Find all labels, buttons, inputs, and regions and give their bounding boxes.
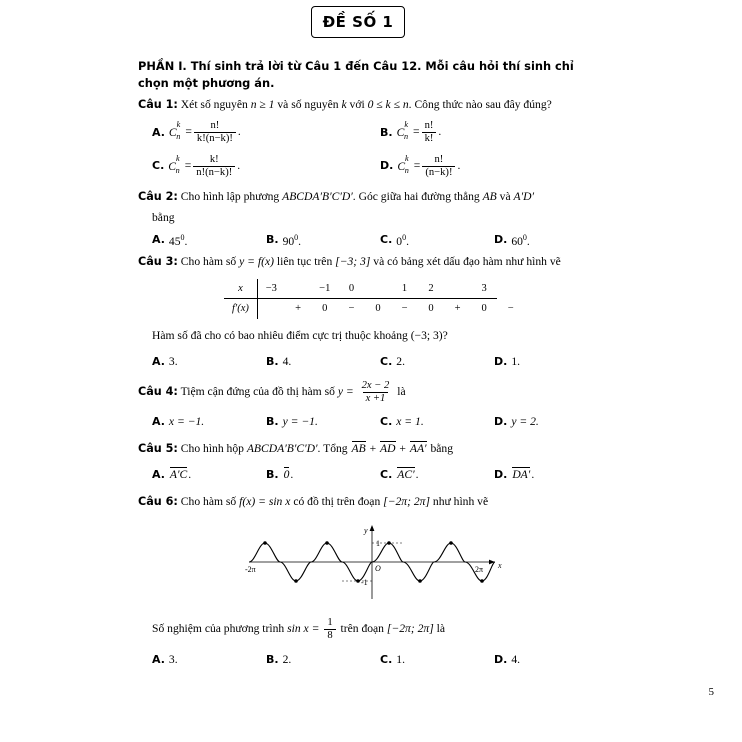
question-2-line-1: AB [482, 189, 497, 203]
question-6-label: Câu 6: [138, 494, 178, 508]
sign-cell: + [454, 303, 461, 315]
sign-cell: + [295, 303, 301, 315]
y-axis-label: y [364, 525, 368, 535]
question-2-option-b[interactable] [266, 232, 380, 251]
question-5-stem-a: Cho hình hộp [180, 441, 244, 455]
angle-value: 0 [396, 234, 403, 248]
tick-label-minus-1: -1 [361, 577, 368, 587]
option-letter: B. [380, 125, 393, 139]
question-6-interval: [−2π; 2π] [383, 494, 430, 508]
curve-point [480, 579, 484, 583]
combination-sub: n [175, 165, 180, 175]
question-6-option-b[interactable] [266, 652, 380, 669]
vector-a-prime-c: A′C [169, 467, 188, 481]
question-3-stem-b: liên tục trên [276, 255, 333, 269]
question-1-option-b[interactable] [380, 120, 608, 145]
question-3-option-d[interactable] [494, 354, 608, 371]
option-text: 2. [282, 653, 292, 667]
vector-ab: AB [351, 441, 366, 455]
question-6-func: f(x) = sin x [239, 494, 291, 508]
question-6-sub-a: Số nghiệm của phương trình [152, 621, 285, 635]
fraction-numerator: 1 [327, 616, 333, 628]
fraction-denominator: n!(n−k)! [193, 166, 235, 179]
combination-sup: k [404, 120, 408, 130]
period: . [184, 234, 188, 248]
question-1-stem-f: 0 ≤ k ≤ n [367, 98, 409, 112]
degree-sup: 0 [522, 232, 527, 242]
degree-sup: 0 [180, 232, 185, 242]
option-letter: B. [266, 232, 279, 246]
question-1-options-row-1 [152, 120, 608, 145]
period: . [415, 467, 419, 481]
exam-number-label: ĐỀ SỐ 1 [322, 13, 394, 31]
combination-base: C [397, 159, 406, 173]
question-5-option-d[interactable] [494, 467, 608, 484]
question-6-option-d[interactable] [494, 652, 608, 669]
option-letter: C. [380, 354, 393, 368]
angle-value: 90 [282, 234, 295, 248]
period: . [298, 234, 302, 248]
exam-number-badge [311, 6, 405, 38]
option-letter: A. [152, 467, 165, 481]
angle-value: 45 [168, 234, 181, 248]
tick-label-2pi: 2π [475, 564, 484, 574]
sign-table-derivative-label: f′(x) [232, 303, 249, 315]
sign-cell: − [348, 303, 355, 315]
question-3-stem-a: Cho hàm số [180, 255, 237, 269]
question-6-sub-interval: [−2π; 2π] [386, 621, 434, 635]
question-1-stem-a: Xét số nguyên [180, 98, 248, 112]
sign-table [224, 279, 524, 318]
sign-table-x-value: 2 [418, 279, 445, 299]
period: . [457, 158, 461, 172]
question-4-func-y: y = [337, 385, 354, 399]
question-3-option-c[interactable] [380, 354, 494, 371]
question-2-options [152, 232, 608, 251]
y-axis-arrow [370, 525, 375, 531]
question-2-cube: ABCDA′B′C′D′ [282, 189, 353, 203]
sign-table-x-value: 3 [471, 279, 498, 299]
option-letter: C. [380, 653, 393, 667]
question-4-options [152, 414, 608, 431]
question-2-option-d[interactable] [494, 232, 608, 251]
period: . [237, 158, 241, 172]
option-text [283, 232, 302, 251]
vector-ad: AD [380, 441, 396, 455]
x-axis-label: x [498, 560, 502, 570]
part-title: PHẦN I. Thí sinh trả lời từ Câu 1 đến Câu 12. Mỗi câu hỏi thí sinh chỉ chọn một phương án. [138, 59, 574, 91]
period: . [526, 234, 530, 248]
vector-aa-prime: AA′ [409, 441, 427, 455]
sign-cell: − [507, 303, 514, 315]
period: . [438, 125, 442, 139]
question-3-func: y = f(x) [239, 255, 274, 269]
question-3 [138, 253, 608, 271]
option-letter: A. [152, 232, 165, 246]
sign-table-x-spacer [365, 279, 392, 299]
sign-cell: 0 [481, 303, 487, 315]
vector-zero: 0 [283, 467, 290, 481]
option-letter: B. [266, 415, 279, 429]
question-4-stem-b: là [397, 385, 406, 399]
question-2-label: Câu 2: [138, 189, 178, 203]
option-text: 1. [396, 653, 405, 667]
question-1-stem-e: với [349, 98, 365, 112]
option-letter: C. [152, 159, 165, 173]
question-3-stem-c: và có bảng xét dấu đạo hàm như hình vẽ [373, 255, 561, 269]
question-5-box: ABCDA′B′C′D′ [246, 441, 318, 455]
option-letter: D. [494, 232, 508, 246]
fraction-numerator: k! [209, 153, 219, 165]
question-6-option-c[interactable] [380, 652, 494, 669]
vector-da-prime: DA′ [512, 467, 531, 481]
question-4-option-a[interactable] [152, 414, 266, 431]
degree-sup: 0 [402, 232, 407, 242]
plus-sign: + [369, 441, 377, 455]
period: . [531, 467, 535, 481]
angle-value: 60 [511, 234, 523, 248]
question-4-label: Câu 4: [138, 385, 178, 399]
option-letter: B. [266, 467, 279, 481]
fraction [359, 380, 393, 405]
question-6-stem-c: như hình vẽ [432, 494, 489, 508]
option-text: x = 1. [396, 415, 424, 429]
option-letter: D. [494, 653, 508, 667]
question-5-option-b[interactable] [266, 467, 380, 484]
sign-table-row-x [224, 279, 524, 299]
option-text [396, 232, 409, 251]
question-6-options [152, 652, 608, 669]
option-text [511, 232, 530, 251]
question-5-stem-c: bằng [430, 441, 454, 455]
fraction [422, 120, 437, 145]
curve-point [263, 541, 267, 545]
question-6-stem-b: có đồ thị trên đoạn [293, 494, 381, 508]
question-4-option-c[interactable] [380, 414, 494, 431]
option-letter: D. [494, 415, 508, 429]
combination-sup: k [176, 120, 181, 130]
combination-base: C [168, 126, 177, 140]
curve-point [294, 579, 298, 583]
sign-table-x-value: −3 [257, 279, 284, 299]
curve-point [449, 541, 453, 545]
option-letter: D. [494, 467, 508, 481]
option-letter: A. [152, 653, 165, 667]
question-1-options [152, 120, 608, 178]
exam-content [138, 58, 608, 669]
option-text: y = 2. [511, 415, 539, 429]
question-1-option-c[interactable] [152, 154, 380, 179]
question-1-stem-b: n ≥ 1 [250, 98, 275, 112]
question-6-sub-b: trên đoạn [340, 621, 384, 635]
fraction-denominator: x +1 [363, 392, 389, 405]
question-3-sub-question: Hàm số đã cho có bao nhiêu điểm cực trị thuộc khoảng (−3; 3)? [152, 328, 448, 342]
tick-label-minus-2pi: -2π [245, 564, 256, 574]
combination-symbol [168, 120, 184, 142]
fraction-denominator: k!(n−k)! [194, 132, 236, 145]
question-1 [138, 96, 608, 114]
fraction [324, 617, 335, 642]
sign-table-x-value: 1 [391, 279, 418, 299]
combination-sub: n [176, 132, 181, 142]
sign-table-grid [224, 279, 524, 318]
question-3-option-b[interactable] [266, 354, 380, 371]
sign-table-x-spacer [444, 279, 471, 299]
question-5-label: Câu 5: [138, 441, 178, 455]
equals-sign: = [184, 158, 192, 172]
option-letter: C. [380, 415, 393, 429]
combination-base: C [168, 159, 176, 173]
question-1-stem-d: k [341, 98, 347, 112]
origin-label: O [375, 563, 381, 573]
question-6-stem-a: Cho hàm số [180, 494, 237, 508]
combination-sup: k [176, 153, 180, 163]
question-5 [138, 440, 608, 458]
sign-table-x-label: x [224, 279, 257, 299]
question-6-sub-c: là [436, 621, 445, 635]
curve-point [356, 579, 360, 583]
curve-point [325, 541, 329, 545]
sign-table-x-value: 0 [338, 279, 365, 299]
curve-point [418, 579, 422, 583]
fraction-denominator: 8 [324, 629, 335, 642]
sign-cell: 0 [375, 303, 381, 315]
combination-symbol [397, 153, 412, 176]
option-text: x = −1. [168, 415, 205, 429]
option-letter: A. [152, 125, 165, 139]
combination-sub: n [403, 132, 409, 142]
sign-cell: − [401, 303, 408, 315]
question-4 [138, 380, 608, 405]
fraction-numerator: n! [424, 120, 434, 132]
question-2-stem-c: và [499, 189, 511, 203]
question-2-line-2: A′D′ [513, 189, 535, 203]
question-3-options [152, 354, 608, 371]
sine-graph [243, 521, 503, 603]
page-number: 5 [708, 686, 714, 698]
fraction-numerator: 2x − 2 [361, 380, 390, 392]
question-6-sub-eq: sin x = [287, 621, 320, 635]
fraction [194, 120, 236, 145]
option-text: 3. [168, 653, 178, 667]
question-1-option-a[interactable] [152, 120, 380, 145]
fraction-denominator: k! [422, 132, 437, 145]
question-6-sub-question [152, 617, 608, 642]
question-2-option-a[interactable] [152, 232, 266, 251]
question-2-stem-d: bằng [152, 210, 175, 224]
option-letter: B. [266, 653, 279, 667]
option-letter: C. [380, 232, 393, 246]
question-3-interval: [−3; 3] [335, 255, 371, 269]
sign-table-x-spacer [285, 279, 312, 299]
question-2 [138, 188, 608, 206]
fraction-numerator: n! [434, 153, 444, 165]
tick-label-1: 1 [376, 538, 380, 548]
question-5-option-a[interactable] [152, 467, 266, 484]
question-2-stem-a: Cho hình lập phương [180, 189, 280, 203]
fraction [193, 154, 235, 179]
combination-base: C [396, 126, 405, 140]
question-2-option-c[interactable] [380, 232, 494, 251]
sine-graph-svg [243, 521, 503, 603]
sign-cell [257, 299, 284, 319]
fraction-numerator: n! [210, 120, 220, 132]
period: . [188, 467, 192, 481]
vector-ac-prime: AC′ [397, 467, 415, 481]
question-4-option-d[interactable] [494, 414, 608, 431]
combination-symbol [396, 120, 412, 142]
question-6-option-a[interactable] [152, 652, 266, 669]
question-4-option-b[interactable] [266, 414, 380, 431]
period: . [290, 467, 294, 481]
question-1-stem-g: . Công thức nào sau đây đúng? [408, 98, 552, 112]
equals-sign: = [185, 125, 192, 139]
option-letter: A. [152, 354, 165, 368]
question-5-stem-b: . Tổng [317, 441, 348, 455]
option-text: 2. [396, 354, 405, 368]
period: . [406, 234, 409, 248]
question-2-stem-b: . Góc giữa hai đường thẳng [352, 189, 480, 203]
question-1-stem-c: và số nguyên [277, 98, 339, 112]
option-text: 3. [168, 354, 178, 368]
degree-sup: 0 [294, 232, 299, 242]
option-letter: C. [380, 467, 393, 481]
period: . [237, 125, 241, 139]
question-1-label: Câu 1: [138, 98, 178, 112]
question-5-options [152, 467, 608, 484]
option-letter: B. [266, 354, 279, 368]
sign-cell: 0 [322, 303, 328, 315]
fraction-denominator: (n−k)! [422, 166, 455, 179]
sign-table-x-value: −1 [311, 279, 338, 299]
plus-sign: + [399, 441, 406, 455]
option-text [169, 232, 188, 251]
sign-cell: 0 [428, 303, 434, 315]
question-3-option-a[interactable] [152, 354, 266, 371]
combination-sup: k [405, 153, 409, 163]
combination-symbol [168, 153, 183, 176]
question-1-option-d[interactable] [380, 154, 608, 179]
option-letter: D. [494, 354, 508, 368]
question-1-options-row-2 [152, 154, 608, 179]
question-3-label: Câu 3: [138, 255, 178, 269]
option-text: 4. [282, 354, 292, 368]
option-text: y = −1. [282, 415, 318, 429]
question-4-stem-a: Tiệm cận đứng của đồ thị hàm số [180, 385, 335, 399]
option-letter: A. [152, 415, 165, 429]
equals-sign: = [413, 125, 420, 139]
fraction [422, 154, 455, 179]
option-letter: D. [380, 159, 394, 173]
curve-point [387, 541, 391, 545]
combination-sub: n [404, 165, 409, 175]
option-text: 4. [511, 653, 521, 667]
equals-sign: = [413, 158, 421, 172]
option-text: 1. [511, 354, 521, 368]
question-6 [138, 493, 608, 511]
question-5-option-c[interactable] [380, 467, 494, 484]
sign-table-row-derivative [224, 299, 524, 319]
